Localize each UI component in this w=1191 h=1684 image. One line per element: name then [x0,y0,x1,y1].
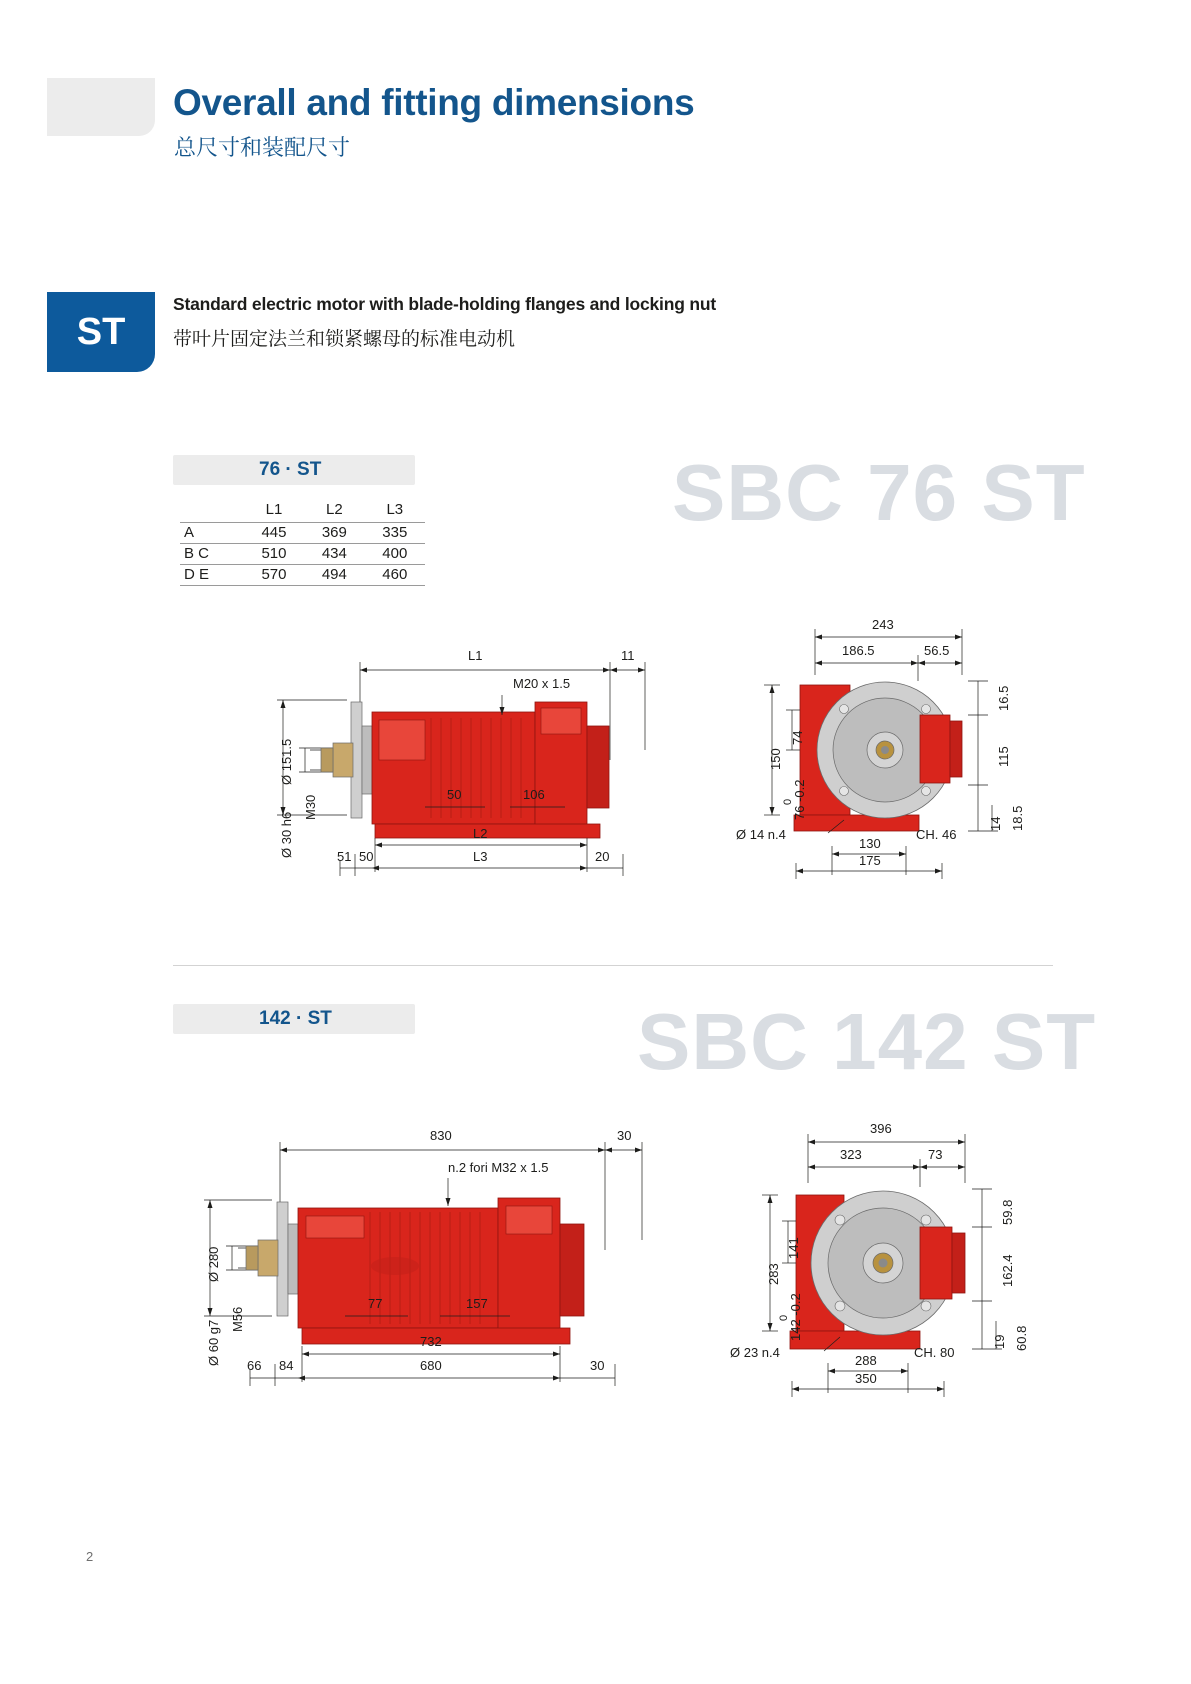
dim-142f-base-inner: 288 [855,1353,877,1368]
dim-76-l1: L1 [468,648,483,663]
dim-76f-base-inner: 130 [859,836,881,851]
dim-76f-h-mid: 115 [996,746,1011,767]
cell-a-l3: 335 [382,524,408,541]
dim-142-shaft-dia: Ø 60 g7 [206,1319,221,1366]
dim-142-flange-dia: Ø 280 [206,1246,221,1282]
dim-76-l2: L2 [473,826,488,841]
st-description: Standard electric motor with blade-holding flanges and locking nut [173,294,716,314]
table-header-l3: L3 [386,501,404,518]
dim-76f-base-outer: 175 [859,853,881,868]
cell-a-l1: 445 [261,524,287,541]
dim-142-l3: 680 [420,1358,442,1373]
st-description-cn: 带叶片固定法兰和锁紧螺母的标准电动机 [173,329,516,350]
table-row [180,523,425,544]
dim-76-shaft-dia: Ø 30 h6 [279,811,294,858]
dim-142f-ch: CH. 80 [914,1345,955,1360]
table-row [180,544,425,565]
page-number: 2 [86,1549,94,1564]
drawing-142-side-view [180,1120,670,1400]
dim-76-thread: M20 x 1.5 [513,676,571,691]
drawing-76-side-view [255,640,675,890]
dim-142f-tolerance: 142 -0.2 [788,1293,803,1341]
ghost-title-76: SBC 76 ST [672,448,1086,537]
dim-142f-h-left: 283 [766,1263,781,1285]
dim-76f-tolerance: 76 -0.2 [792,779,807,820]
dim-76f-h-bot: 18.5 [1010,805,1025,831]
dim-76f-h-left: 150 [768,748,783,770]
dim-76-flange-dia: Ø 151.5 [279,738,294,785]
row-label-a: A [184,524,195,541]
dim-142f-base-outer: 350 [855,1371,877,1386]
dim-142f-holes: Ø 23 n.4 [730,1345,780,1360]
dim-76f-w2: 56.5 [924,643,950,658]
ghost-title-142: SBC 142 ST [637,997,1097,1086]
st-badge-label: ST [76,310,126,353]
table-header-l1: L1 [265,501,283,518]
section-tag-142-label: 142 · ST [259,1008,332,1029]
dim-76-l3: L3 [473,849,488,864]
dim-142-bottom-right: 30 [590,1358,605,1373]
dim-76-top-right: 11 [621,648,635,663]
dim-142f-h-mid: 162.4 [1000,1254,1015,1287]
dim-142-len: 830 [430,1128,452,1143]
cell-de-l3: 460 [382,566,408,583]
dim-142f-tolerance-zero: 0 [778,1314,790,1321]
dim-142-top-right: 30 [617,1128,632,1143]
page-subtitle-cn: 总尺寸和装配尺寸 [174,135,351,160]
row-label-de: D E [184,566,210,583]
cell-de-l2: 494 [321,566,347,583]
dim-76-bottom-right: 20 [595,849,610,864]
dimension-table-76 [180,500,425,586]
dim-142f-h-small: 19 [992,1334,1007,1349]
cell-bc-l1: 510 [261,545,287,562]
dim-142-shaft-thread: M56 [230,1306,245,1332]
dim-142f-h-bot: 60.8 [1014,1325,1029,1351]
dim-76f-h-small: 14 [988,816,1003,831]
dim-142f-total-width: 396 [870,1121,892,1136]
section-divider [173,965,1053,966]
dim-142-bottom-a: 66 [247,1358,262,1373]
page-title: Overall and fitting dimensions [173,82,695,123]
dim-76f-h-top: 16.5 [996,685,1011,711]
dim-76f-holes: Ø 14 n.4 [736,827,786,842]
dim-76-bottom-a: 51 [337,849,352,864]
section-tag-76 [173,455,415,485]
cell-bc-l3: 400 [382,545,408,562]
dim-76f-h-inner: 74 [790,730,805,745]
dim-76f-ch: CH. 46 [916,827,957,842]
drawing-76-front-view [720,615,1025,890]
dim-76f-tolerance-zero: 0 [782,798,794,805]
dim-142-mid-right: 157 [466,1296,488,1311]
dim-142f-h-inner: 141 [786,1237,801,1259]
dim-76-mid-left: 50 [447,787,462,802]
section-tag-76-label: 76 · ST [259,459,322,480]
table-row [180,565,425,586]
dim-142-mid-left: 77 [368,1296,383,1311]
dim-76f-w1: 186.5 [842,643,875,658]
dim-142-bottom-b: 84 [279,1358,294,1373]
cell-de-l1: 570 [261,566,287,583]
st-badge [47,292,155,372]
dim-76-shaft-thread: M30 [303,794,318,820]
dim-76-mid-right: 106 [523,787,545,802]
section-tag-142 [173,1004,415,1034]
cell-bc-l2: 434 [321,545,347,562]
dim-142-thread: n.2 fori M32 x 1.5 [448,1160,549,1175]
row-label-bc: B C [184,545,210,562]
dim-142f-w2: 73 [928,1147,943,1162]
dim-76-bottom-b: 50 [359,849,374,864]
cell-a-l2: 369 [321,524,347,541]
dim-76f-total-width: 243 [872,617,894,632]
dim-142f-w1: 323 [840,1147,862,1162]
drawing-142-front-view [720,1115,1029,1405]
header-tab-decoration [47,78,155,136]
dim-142f-h-top: 59.8 [1000,1199,1015,1225]
table-header-l2: L2 [326,501,343,518]
dim-142-l2: 732 [420,1334,442,1349]
